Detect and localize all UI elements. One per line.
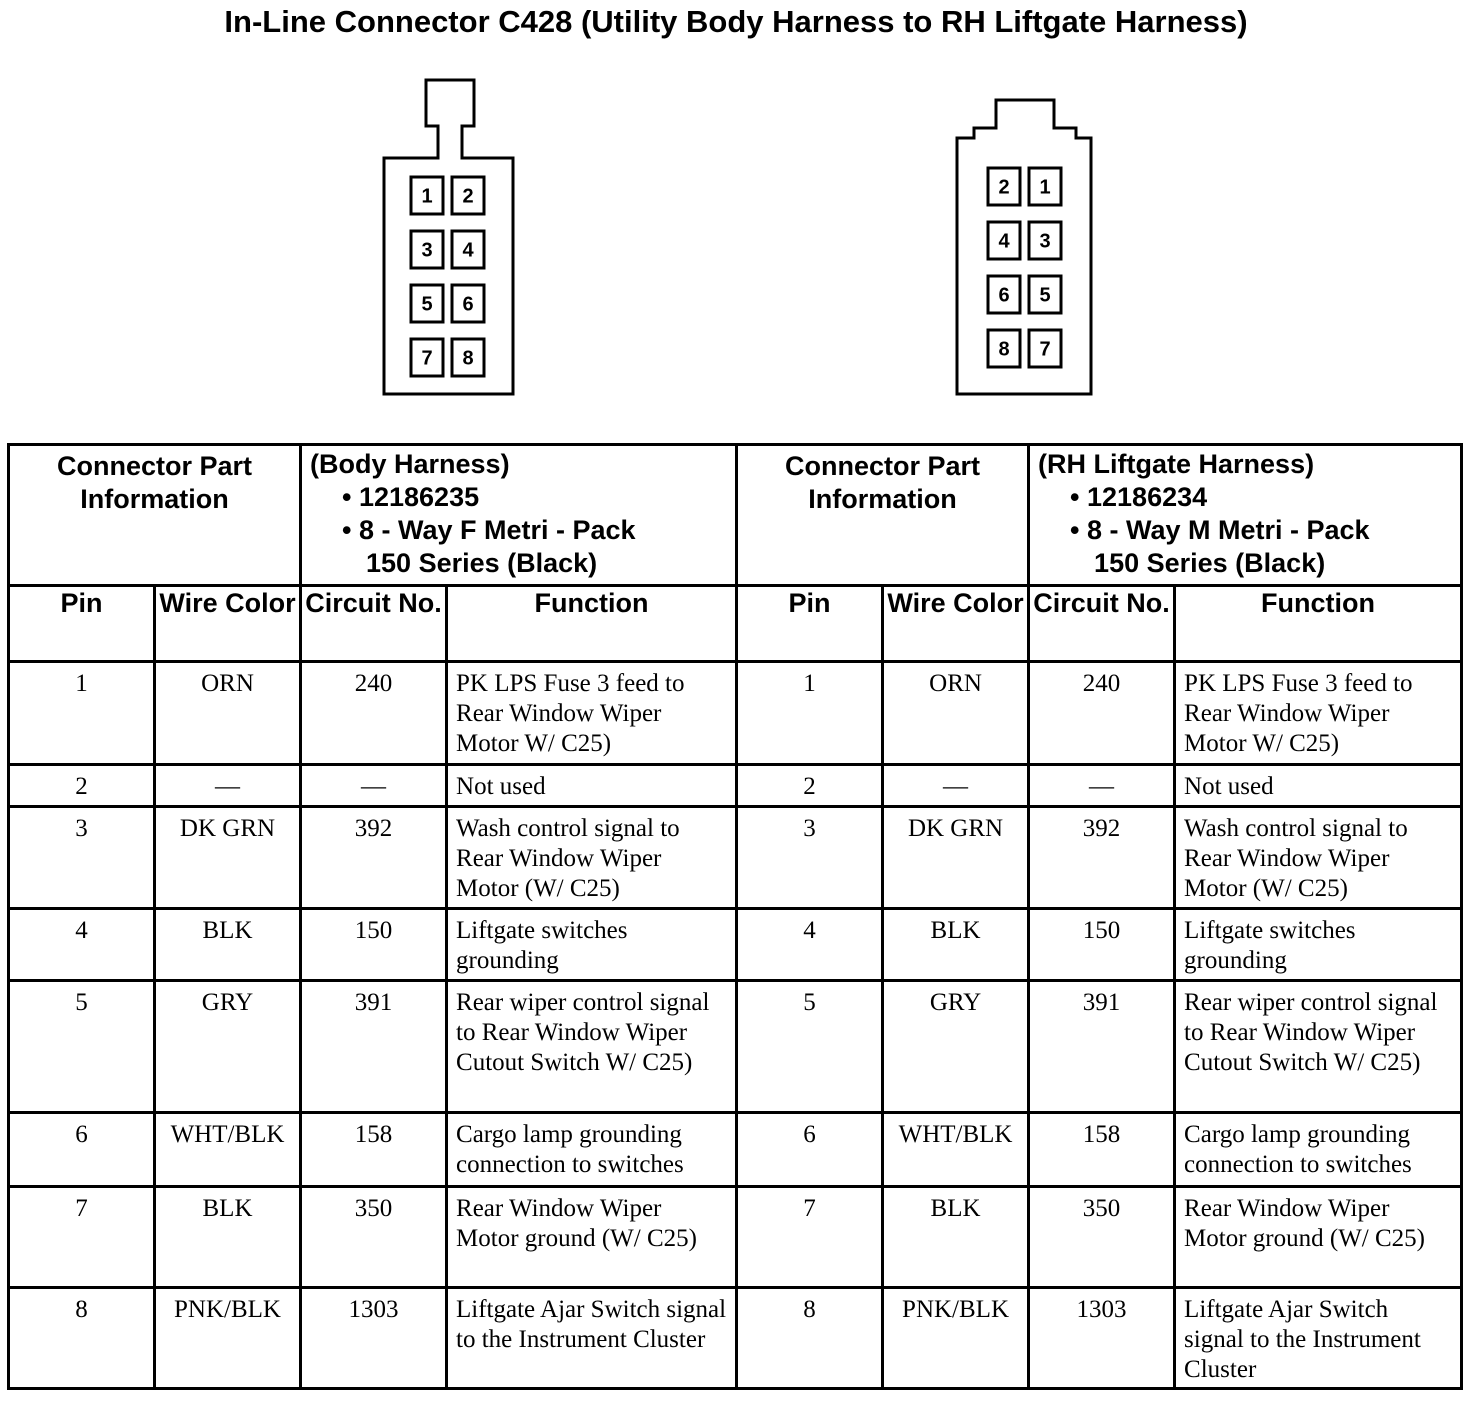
function-cell: Liftgate Ajar Switch signal to the Instrument Cluster	[447, 1288, 737, 1389]
table-row	[9, 662, 1462, 765]
function-cell: Not used	[1175, 765, 1462, 807]
table-row	[9, 765, 1462, 807]
left-part-info-label: Connector Part Information	[9, 445, 301, 586]
pin-number-label: 2	[462, 185, 474, 208]
col-pin: Pin	[737, 586, 883, 662]
pin-cell: 3	[737, 807, 883, 909]
pin-number-label: 5	[421, 293, 433, 316]
function-cell: Cargo lamp grounding connection to switches	[447, 1113, 737, 1187]
col-function: Function	[1175, 586, 1462, 662]
col-function: Function	[447, 586, 737, 662]
circuit-cell: 350	[1029, 1187, 1175, 1288]
table-row	[9, 1187, 1462, 1288]
pin-number-label: 4	[998, 230, 1010, 253]
circuit-cell: 392	[301, 807, 447, 909]
pin-cell: 2	[9, 765, 155, 807]
pin-cell: 1	[737, 662, 883, 765]
pin-cell: 1	[9, 662, 155, 765]
wire-color-cell: BLK	[155, 1187, 301, 1288]
pin-cell: 6	[9, 1113, 155, 1187]
table-row	[9, 1288, 1462, 1389]
pin-number-label: 6	[462, 293, 474, 316]
wire-color-cell: BLK	[883, 909, 1029, 981]
function-cell: Rear wiper control signal to Rear Window Wiper Cutout Switch W/ C25)	[447, 981, 737, 1113]
pin-number-label: 4	[462, 239, 474, 262]
col-pin: Pin	[9, 586, 155, 662]
circuit-cell: 391	[1029, 981, 1175, 1113]
circuit-cell: 158	[301, 1113, 447, 1187]
left-connector-series: 150 Series (Black)	[366, 548, 598, 578]
page-title: In-Line Connector C428 (Utility Body Harness to RH Liftgate Harness)	[224, 4, 1248, 39]
pin-cell: 8	[9, 1288, 155, 1389]
function-cell: Wash control signal to Rear Window Wiper Motor (W/ C25)	[447, 807, 737, 909]
pin-cell: 4	[9, 909, 155, 981]
function-cell: Liftgate switches grounding	[1175, 909, 1462, 981]
pin-number-label: 3	[1039, 230, 1051, 253]
pin-cell: 6	[737, 1113, 883, 1187]
pin-cell: 7	[9, 1187, 155, 1288]
table-row	[9, 1113, 1462, 1187]
connector-pinout-table	[7, 443, 1463, 1390]
connector-outline	[384, 80, 513, 394]
table-row	[9, 807, 1462, 909]
pin-number-label: 2	[998, 176, 1010, 199]
wire-color-cell: BLK	[155, 909, 301, 981]
circuit-cell: 1303	[301, 1288, 447, 1389]
wire-color-cell: —	[155, 765, 301, 807]
left-part-number: • 12186235	[342, 482, 480, 512]
circuit-cell: 240	[301, 662, 447, 765]
wire-color-cell: WHT/BLK	[883, 1113, 1029, 1187]
function-cell: Rear Window Wiper Motor ground (W/ C25)	[1175, 1187, 1462, 1288]
wire-color-cell: DK GRN	[883, 807, 1029, 909]
wire-color-cell: PNK/BLK	[155, 1288, 301, 1389]
col-circuit-no: Circuit No.	[301, 586, 447, 662]
pin-cell: 2	[737, 765, 883, 807]
connector-outline	[957, 100, 1091, 394]
right-part-number: • 12186234	[1070, 482, 1208, 512]
column-header-row	[9, 586, 1462, 662]
circuit-cell: 350	[301, 1187, 447, 1288]
table-row	[9, 909, 1462, 981]
col-circuit-no: Circuit No.	[1029, 586, 1175, 662]
function-cell: Cargo lamp grounding connection to switches	[1175, 1113, 1462, 1187]
pin-cell: 8	[737, 1288, 883, 1389]
pin-cell: 7	[737, 1187, 883, 1288]
function-cell: Rear Window Wiper Motor ground (W/ C25)	[447, 1187, 737, 1288]
function-cell: Wash control signal to Rear Window Wiper Motor (W/ C25)	[1175, 807, 1462, 909]
circuit-cell: 391	[301, 981, 447, 1113]
pin-number-label: 1	[1039, 176, 1051, 199]
pin-number-label: 7	[1039, 338, 1051, 361]
wire-color-cell: GRY	[155, 981, 301, 1113]
pin-number-label: 8	[998, 338, 1010, 361]
wire-color-cell: —	[883, 765, 1029, 807]
table-row	[9, 981, 1462, 1113]
wire-color-cell: GRY	[883, 981, 1029, 1113]
right-connector-series: 150 Series (Black)	[1094, 548, 1326, 578]
circuit-cell: —	[1029, 765, 1175, 807]
function-cell: PK LPS Fuse 3 feed to Rear Window Wiper Motor W/ C25)	[447, 662, 737, 765]
body-harness-connector-diagram	[380, 76, 520, 400]
pin-cell: 4	[737, 909, 883, 981]
pin-number-label: 7	[421, 347, 433, 370]
wire-color-cell: PNK/BLK	[883, 1288, 1029, 1389]
pin-number-label: 1	[421, 185, 433, 208]
function-cell: PK LPS Fuse 3 feed to Rear Window Wiper Motor W/ C25)	[1175, 662, 1462, 765]
left-harness-name: (Body Harness)	[310, 449, 510, 479]
pin-cell: 5	[737, 981, 883, 1113]
right-connector-type: • 8 - Way M Metri - Pack	[1070, 515, 1370, 545]
pin-cell: 5	[9, 981, 155, 1113]
pin-number-label: 3	[421, 239, 433, 262]
left-connector-type: • 8 - Way F Metri - Pack	[342, 515, 636, 545]
circuit-cell: 158	[1029, 1113, 1175, 1187]
wire-color-cell: BLK	[883, 1187, 1029, 1288]
col-wire-color: Wire Color	[155, 586, 301, 662]
pin-number-label: 5	[1039, 284, 1051, 307]
wire-color-cell: DK GRN	[155, 807, 301, 909]
liftgate-harness-connector-diagram	[952, 96, 1098, 400]
right-part-info-label: Connector Part Information	[737, 445, 1029, 586]
circuit-cell: 392	[1029, 807, 1175, 909]
wire-color-cell: ORN	[155, 662, 301, 765]
circuit-cell: 1303	[1029, 1288, 1175, 1389]
circuit-cell: 150	[301, 909, 447, 981]
right-harness-name: (RH Liftgate Harness)	[1038, 449, 1315, 479]
circuit-cell: —	[301, 765, 447, 807]
function-cell: Liftgate Ajar Switch signal to the Instrument Cluster	[1175, 1288, 1462, 1389]
circuit-cell: 240	[1029, 662, 1175, 765]
wire-color-cell: WHT/BLK	[155, 1113, 301, 1187]
circuit-cell: 150	[1029, 909, 1175, 981]
wire-color-cell: ORN	[883, 662, 1029, 765]
right-part-info	[1029, 445, 1462, 586]
pin-cell: 3	[9, 807, 155, 909]
pin-number-label: 6	[998, 284, 1010, 307]
function-cell: Not used	[447, 765, 737, 807]
col-wire-color: Wire Color	[883, 586, 1029, 662]
pin-number-label: 8	[462, 347, 474, 370]
function-cell: Liftgate switches grounding	[447, 909, 737, 981]
left-part-info	[301, 445, 737, 586]
function-cell: Rear wiper control signal to Rear Window Wiper Cutout Switch W/ C25)	[1175, 981, 1462, 1113]
part-info-row	[9, 445, 1462, 586]
